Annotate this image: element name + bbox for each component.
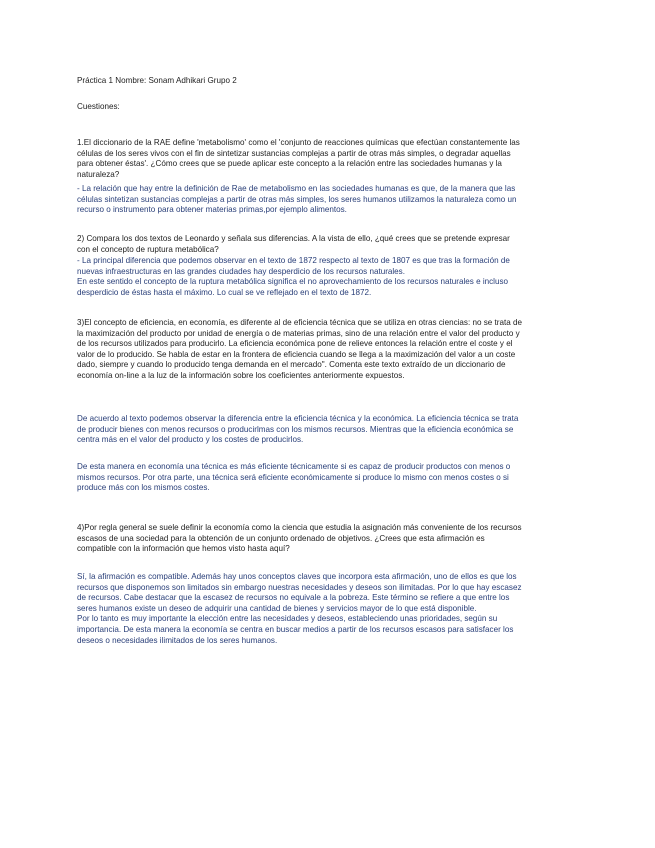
text-line: de producir bienes con menos recursos o producirlmas con los mismos recursos. Mientras que la eficiencia económica se [77,424,514,434]
header-line: Práctica 1 Nombre: Sonam Adhikari Grupo 2 [77,76,237,85]
text-line: recursos que disponemos son limitados sin embargo nuestras necesidades y deseos son ilimitadas. Por lo que hay escasez [77,582,522,592]
answer-1 [77,184,576,216]
answer-4 [77,572,576,646]
question-1 [77,138,576,180]
text-line: la maximización del producto por unidad de energía o de materias primas, sino de una relación entre el valor del producto y [77,328,520,338]
text-line: - La principal diferencia que podemos observar en el texto de 1872 respecto al texto de 1807 es que tras la formación de [77,256,510,265]
text-line: de recursos. Cabe destacar que la escasez de recursos no equivale a la pobreza. Este término se refiere a que entre los [77,593,510,603]
text-line: células sintetizan sustancias complejas a partir de otras más simples, los seres humanos utilizamos la naturaleza como un [77,194,517,204]
text-line: de los recursos utilizados para producirlo. La eficiencia económica pone de relieve entonces la relación entre el coste y el [77,339,513,349]
cuestiones-label: Cuestiones: [77,102,120,111]
answer-3-paragraph-1 [77,414,576,446]
text-line: nuevas infraestructuras en las grandes ciudades hay desperdicio de los recursos naturales. [77,266,405,276]
text-line: mismos recursos. Por otra parte, una técnica será eficiente económicamente si produce lo mismo con menos costes o si [77,472,509,482]
text-line: con el concepto de ruptura metabólica? [77,244,219,254]
text-line: Por lo tanto es muy importante la elección entre las necesidades y deseos, estableciendo unas prioridades, según su [77,614,498,624]
text-line: 4)Por regla general se suele definir la economía como la ciencia que estudia la asignación más conveniente de los recursos [77,523,522,532]
text-line: valor de lo producido. Se habla de estar en la frontera de eficiencia cuando se llega a la maximización del valor a un coste [77,349,516,359]
text-line: compatible con la información que hemos visto hasta aquí? [77,544,290,554]
answer-3-paragraph-2 [77,462,576,494]
text-line: células de los seres vivos con el fin de sintetizar sustancias complejas a partir de otras más simples, o degradar aquellas [77,148,511,158]
text-line: 3)El concepto de eficiencia, en economía, es diferente al de eficiencia técnica que se utiliza en otras ciencias: no se trata de [77,318,522,327]
text-line: recurso o instrumento para obtener materias primas,por ejemplo alimentos. [77,205,347,215]
text-line: para obtener éstas'. ¿Cómo crees que se puede aplicar este concepto a la relación entre las sociedades humanas y la [77,159,502,169]
text-line: desperdicio de éstas hasta el máximo. Lo cual se ve reflejado en el texto de 1872. [77,287,372,297]
question-3 [77,318,576,382]
text-line: De esta manera en economía una técnica es más eficiente técnicamente si es capaz de producir productos con menos o [77,462,511,471]
question-2 [77,234,576,255]
text-line: dado, siempre y cuando lo producido tenga demanda en el mercado". Comenta este texto extraído de un diccionario de [77,360,506,370]
text-line: deseos o necesidades ilimitados de los seres humanos. [77,635,278,645]
text-line: - La relación que hay entre la definición de Rae de metabolismo en las sociedades humanas es que, de la manera que las [77,184,516,193]
question-4 [77,523,576,555]
text-line: Sí, la afirmación es compatible. Además hay unos conceptos claves que incorpora esta afirmación, uno de ellos es que los [77,572,517,581]
text-line: importancia. De esta manera la economía se centra en buscar medios a partir de los recursos escasos para satisfacer los [77,624,514,634]
text-line: 1.El diccionario de la RAE define 'metabolismo' como el 'conjunto de reacciones químicas que efectúan constantemente las [77,138,520,147]
text-line: naturaleza? [77,169,120,179]
text-line: escasos de una sociedad para la obtención de un conjunto ordenado de objetivos. ¿Crees que esta afirmación es [77,533,485,543]
text-line: seres humanos existe un deseo de adquirir una cantidad de bienes y servicios mayor de lo que está disponible. [77,603,477,613]
text-line: 2) Compara los dos textos de Leonardo y señala sus diferencias. A la vista de ello, ¿qué crees que se pretende expresar [77,234,510,243]
text-line: economía on-line a la luz de la información sobre los coeficientes anteriormente expuestos. [77,370,405,380]
text-line: produce más con los mismos costes. [77,483,210,493]
text-line: En este sentido el concepto de la ruptura metabólica significa el no aprovechamiento de los recursos naturales e incluso [77,277,509,287]
answer-2 [77,256,576,298]
text-line: centra más en el valor del producto y los costes de producirlos. [77,435,304,445]
text-line: De acuerdo al texto podemos observar la diferencia entre la eficiencia técnica y la económica. La eficiencia técnica se trata [77,414,519,423]
